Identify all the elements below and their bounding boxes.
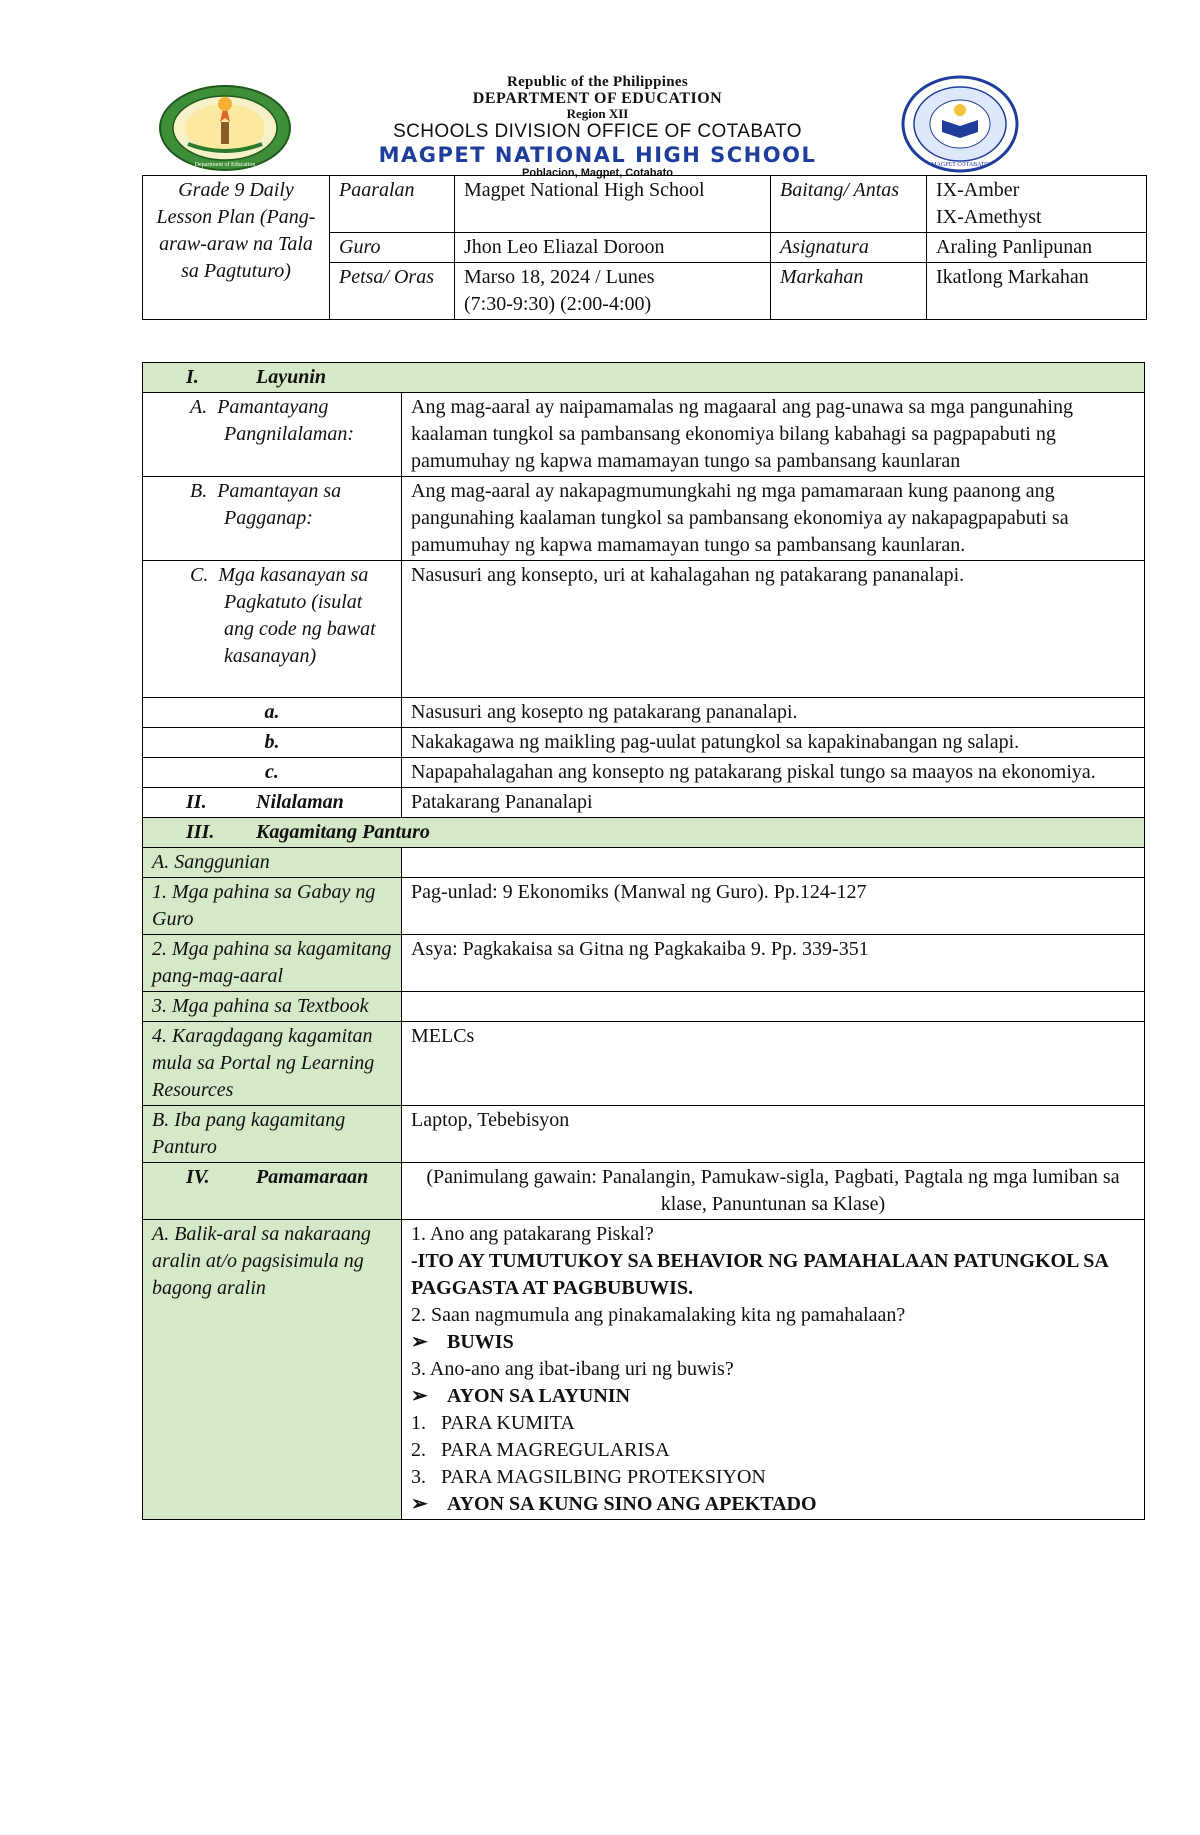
section-nilalaman-header <box>143 788 402 818</box>
question-2: 2. Saan nagmumula ang pinakamalaking kita ng pamahalaan? <box>411 1304 906 1326</box>
section-number: III. <box>186 821 215 843</box>
label-kasanayan <box>143 561 402 698</box>
resource-text: Pag-unlad: 9 Ekonomiks (Manwal ng Guro). Pp.124-127 <box>402 878 1145 935</box>
answer-4-text: AYON SA KUNG SINO ANG APEKTADO <box>447 1493 817 1515</box>
label-petsa: Petsa/ Oras <box>330 263 455 320</box>
section-layunin-header <box>143 363 1145 393</box>
resource-text <box>402 992 1145 1022</box>
value-baitang-1: IX-Amber <box>936 179 1020 201</box>
answer-2-text: BUWIS <box>447 1331 514 1353</box>
balik-aral-content <box>402 1220 1145 1520</box>
item-letter: A. <box>190 396 208 418</box>
objective-letter: c. <box>143 758 402 788</box>
section-number: IV. <box>186 1166 210 1188</box>
value-baitang <box>927 176 1147 233</box>
value-petsa-date: Marso 18, 2024 / Lunes <box>464 266 655 288</box>
section-kagamitan-header <box>143 818 1145 848</box>
text-sanggunian <box>402 848 1145 878</box>
label-pamantayan-sa-pagganap <box>143 477 402 561</box>
doc-title: Grade 9 Daily Lesson Plan (Pang-araw-araw na Tala sa Pagtuturo) <box>143 176 330 320</box>
label-iba-pang-kagamitan: B. Iba pang kagamitang Panturo <box>143 1106 402 1163</box>
label-balik-aral: A. Balik-aral sa nakaraang aralin at/o pagsisimula ng bagong aralin <box>143 1220 402 1520</box>
value-baitang-2: IX-Amethyst <box>936 206 1042 228</box>
answer-2 <box>411 1329 1135 1356</box>
lesson-info-table <box>142 175 1147 320</box>
label-sanggunian: A. Sanggunian <box>143 848 402 878</box>
answer-3-text: AYON SA LAYUNIN <box>447 1385 631 1407</box>
division-line: SCHOOLS DIVISION OFFICE OF COTABATO <box>393 121 802 142</box>
objective-text: Napapahalagahan ang konsepto ng patakarang piskal tungo sa maayos na ekonomiya. <box>402 758 1145 788</box>
value-guro: Jhon Leo Eliazal Doroon <box>455 233 771 263</box>
value-asignatura: Araling Panlipunan <box>927 233 1147 263</box>
section-number: I. <box>186 366 199 388</box>
department-line: DEPARTMENT OF EDUCATION <box>472 90 723 107</box>
objective-text: Nakakagawa ng maikling pag-uulat patungkol sa kapakinabangan ng salapi. <box>402 728 1145 758</box>
list-number: 1. <box>411 1412 426 1434</box>
value-markahan: Ikatlong Markahan <box>927 263 1147 320</box>
arrow-bullet-icon: ➢ <box>411 1493 428 1515</box>
seal-bottom-text: MAGPET COTABATO <box>931 162 989 168</box>
text-kasanayan: Nasusuri ang konsepto, uri at kahalagahan ng patakarang pananalapi. <box>402 561 1145 698</box>
list-text: PARA MAGSILBING PROTEKSIYON <box>441 1466 766 1488</box>
section-title: Nilalaman <box>256 791 344 813</box>
list-item <box>411 1464 1135 1491</box>
objective-letter: b. <box>143 728 402 758</box>
question-3: 3. Ano-ano ang ibat-ibang uri ng buwis? <box>411 1358 734 1380</box>
label-pamantayang-pangnilalaman <box>143 393 402 477</box>
letterhead <box>140 70 1150 179</box>
seal-bottom-text: Department of Education <box>194 162 256 168</box>
item-label: Mga kasanayan sa Pagkatuto (isulat ang code ng bawat kasanayan) <box>218 564 376 667</box>
text-pamantayan-sa-pagganap: Ang mag-aaral ay nakapagmumungkahi ng mga pamamaraan kung paanong ang pangunahing kaalaman tungkol sa pambansang ekonomiya ay nakapagpapabuti sa pamumuhay ng kapwa mamamayan tungo sa pambansang kaunlaran. <box>402 477 1145 561</box>
label-asignatura: Asignatura <box>771 233 927 263</box>
item-letter: B. <box>190 480 208 502</box>
school-seal-logo <box>900 74 1020 174</box>
list-number: 2. <box>411 1439 426 1461</box>
list-text: PARA KUMITA <box>441 1412 575 1434</box>
answer-1: -ITO AY TUMUTUKOY SA BEHAVIOR NG PAMAHALAAN PATUNGKOL SA PAGGASTA AT PAGBUBUWIS. <box>411 1250 1108 1299</box>
letterhead-text <box>300 74 895 180</box>
arrow-bullet-icon: ➢ <box>411 1385 428 1407</box>
section-title: Pamamaraan <box>256 1166 369 1188</box>
value-petsa <box>455 263 771 320</box>
resource-label: 1. Mga pahina sa Gabay ng Guro <box>143 878 402 935</box>
list-item <box>411 1410 1135 1437</box>
resource-label: 2. Mga pahina sa kagamitang pang-mag-aaral <box>143 935 402 992</box>
section-title: Layunin <box>256 366 327 388</box>
label-guro: Guro <box>330 233 455 263</box>
answer-4 <box>411 1491 1135 1518</box>
text-pamamaraan: (Panimulang gawain: Panalangin, Pamukaw-sigla, Pagbati, Pagtala ng mga lumiban sa klase, Panuntunan sa Klase) <box>402 1163 1145 1220</box>
list-number: 3. <box>411 1466 426 1488</box>
arrow-bullet-icon: ➢ <box>411 1331 428 1353</box>
school-name: MAGPET NATIONAL HIGH SCHOOL <box>378 143 817 167</box>
resource-label: 4. Karagdagang kagamitan mula sa Portal ng Learning Resources <box>143 1022 402 1106</box>
text-iba-pang-kagamitan: Laptop, Tebebisyon <box>402 1106 1145 1163</box>
section-number: II. <box>186 791 207 813</box>
label-paaralan: Paaralan <box>330 176 455 233</box>
resource-text: MELCs <box>402 1022 1145 1106</box>
school-address: Poblacion, Magpet, Cotabato <box>522 167 673 179</box>
answer-3 <box>411 1383 1135 1410</box>
value-petsa-time: (7:30-9:30) (2:00-4:00) <box>464 293 652 315</box>
item-label: Pamantayan sa Pagganap: <box>217 480 342 529</box>
list-item <box>411 1437 1135 1464</box>
resource-text: Asya: Pagkakaisa sa Gitna ng Pagkakaiba 9. Pp. 339-351 <box>402 935 1145 992</box>
division-seal-logo <box>158 84 292 172</box>
objective-text: Nasusuri ang kosepto ng patakarang pananalapi. <box>402 698 1145 728</box>
question-1: 1. Ano ang patakarang Piskal? <box>411 1223 654 1245</box>
region-line: Region XII <box>566 106 629 121</box>
section-pamamaraan-header <box>143 1163 402 1220</box>
item-letter: C. <box>190 564 209 586</box>
text-pamantayang-pangnilalaman: Ang mag-aaral ay naipamamalas ng magaaral ang pag-unawa sa mga pangunahing kaalaman tungkol sa pambansang ekonomiya bilang kabahagi sa pagpapabuti ng pamumuhay ng kapwa mamamayan tungo sa pambansang kaunlaran <box>402 393 1145 477</box>
label-baitang: Baitang/ Antas <box>771 176 927 233</box>
text-nilalaman: Patakarang Pananalapi <box>402 788 1145 818</box>
republic-line: Republic of the Philippines <box>506 74 689 90</box>
resource-label: 3. Mga pahina sa Textbook <box>143 992 402 1022</box>
section-title: Kagamitang Panturo <box>256 821 430 843</box>
value-paaralan: Magpet National High School <box>455 176 771 233</box>
item-label: Pamantayang Pangnilalaman: <box>217 396 354 445</box>
objective-letter: a. <box>143 698 402 728</box>
list-text: PARA MAGREGULARISA <box>441 1439 670 1461</box>
label-markahan: Markahan <box>771 263 927 320</box>
lesson-plan-table <box>142 362 1145 1520</box>
